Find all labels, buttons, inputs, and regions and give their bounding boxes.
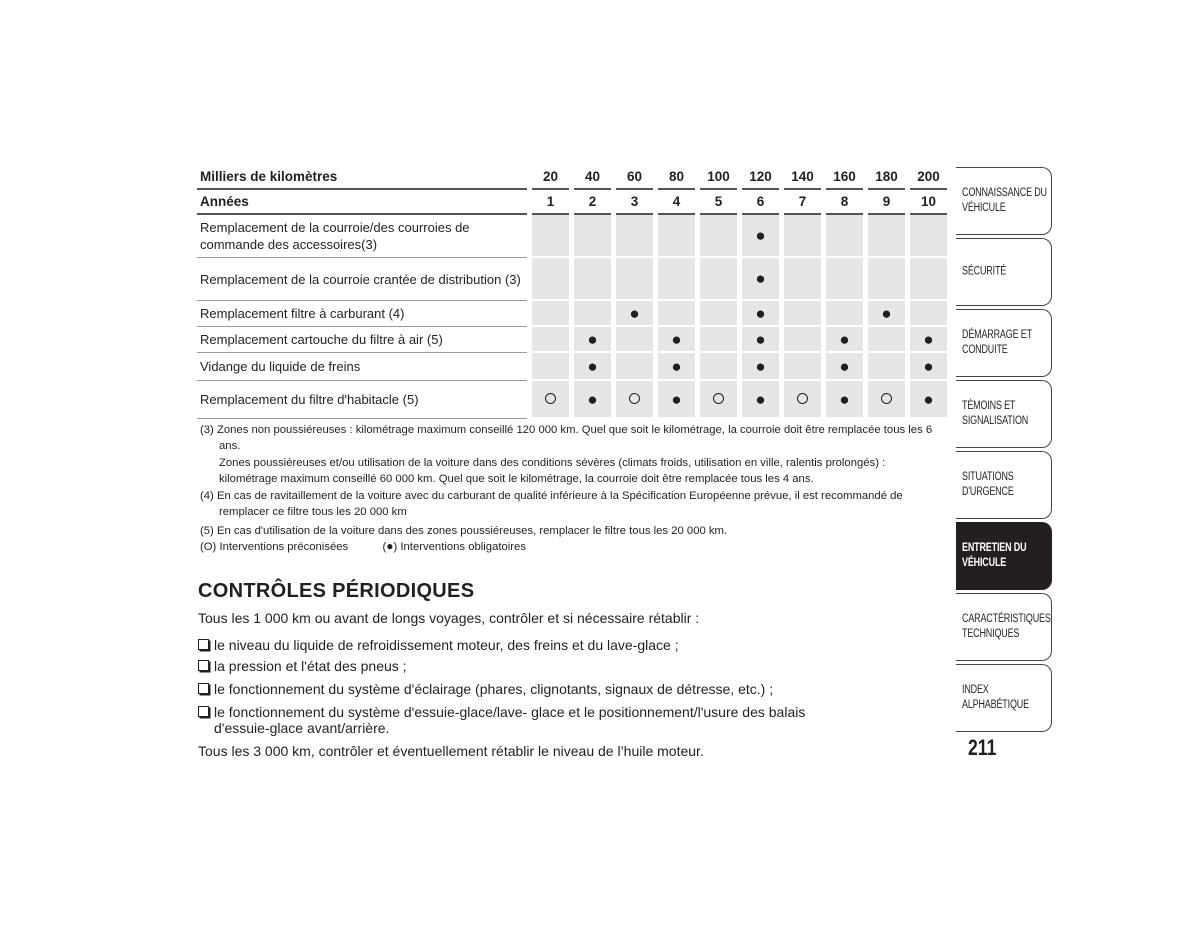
tab-chapter[interactable]	[956, 451, 1052, 519]
schedule-cell	[910, 327, 947, 353]
schedule-cell	[658, 381, 695, 419]
schedule-cell	[700, 301, 737, 327]
tab-label: INDEX ALPHABÉTIQUE	[962, 684, 1029, 711]
schedule-cell	[574, 301, 611, 327]
recommended-circle-icon	[797, 393, 808, 404]
schedule-cell	[826, 327, 863, 353]
legend-recommended: (O) Interventions préconisées	[200, 540, 349, 553]
header-cell: 2	[574, 190, 611, 215]
recommended-circle-icon	[545, 393, 556, 404]
schedule-cell	[784, 353, 821, 381]
chapter-tabs	[956, 167, 1052, 735]
schedule-cell	[742, 215, 779, 258]
header-cell: 7	[784, 190, 821, 215]
tab-chapter[interactable]	[956, 167, 1052, 235]
tab-label: SÉCURITÉ	[962, 265, 1007, 278]
schedule-cell	[868, 327, 905, 353]
check-item: le fonctionnement du système d'essuie-glace/lave- glace et le positionnement/l'usure des balais	[198, 704, 805, 721]
header-cell: 4	[658, 190, 695, 215]
legend-mandatory: ) Interventions obligatoires	[393, 540, 526, 553]
header-cell: 80	[658, 165, 695, 190]
schedule-cell	[868, 215, 905, 258]
schedule-cell	[532, 327, 569, 353]
header-cell: 40	[574, 165, 611, 190]
schedule-cell	[868, 353, 905, 381]
schedule-cell	[784, 301, 821, 327]
schedule-cell	[700, 258, 737, 301]
tab-chapter[interactable]	[956, 522, 1052, 590]
schedule-cell	[616, 215, 653, 258]
header-label: Milliers de kilomètres	[197, 165, 527, 190]
schedule-cell	[574, 215, 611, 258]
schedule-cell	[532, 258, 569, 301]
header-cell: 8	[826, 190, 863, 215]
mandatory-dot-icon: ●	[671, 329, 682, 349]
header-cell: 10	[910, 190, 947, 215]
header-cell: 100	[700, 165, 737, 190]
schedule-cell	[616, 327, 653, 353]
schedule-cell	[742, 381, 779, 419]
mandatory-dot-icon: ●	[755, 356, 766, 376]
tab-label: TÉMOINS ET SIGNALISATION	[962, 400, 1029, 427]
row-label: Remplacement du filtre d'habitacle (5)	[197, 381, 527, 419]
row-label: Remplacement de la courroie crantée de distribution (3)	[197, 258, 527, 301]
footnotes	[200, 423, 940, 555]
schedule-cell	[574, 381, 611, 419]
table-row	[197, 353, 947, 381]
tab-label: DÉMARRAGE ET CONDUITE	[962, 329, 1032, 356]
mandatory-dot-icon: ●	[755, 329, 766, 349]
header-cell: 3	[616, 190, 653, 215]
table-row	[197, 301, 947, 327]
schedule-cell	[658, 258, 695, 301]
schedule-cell	[910, 215, 947, 258]
mandatory-dot-icon: ●	[587, 389, 598, 409]
row-label: Remplacement cartouche du filtre à air (5)	[197, 327, 527, 353]
header-cell: 20	[532, 165, 569, 190]
mandatory-dot-icon: ●	[923, 389, 934, 409]
schedule-cell	[616, 258, 653, 301]
mandatory-dot-icon: ●	[755, 269, 766, 288]
header-cell: 1	[532, 190, 569, 215]
header-label: Années	[197, 190, 527, 215]
schedule-cell	[658, 301, 695, 327]
checkbox-icon	[198, 683, 209, 694]
schedule-cell	[700, 381, 737, 419]
mandatory-dot-icon: ●	[755, 303, 766, 323]
tab-label: SITUATIONS D'URGENCE	[962, 471, 1014, 498]
schedule-cell	[784, 258, 821, 301]
tab-chapter[interactable]	[956, 664, 1052, 732]
header-cell: 6	[742, 190, 779, 215]
header-cell: 5	[700, 190, 737, 215]
section-title: CONTRÔLES PÉRIODIQUES	[198, 580, 475, 602]
table-header-row	[197, 190, 947, 215]
check-item: le niveau du liquide de refroidissement moteur, des freins et du lave-glace ;	[198, 637, 679, 654]
schedule-cell	[532, 301, 569, 327]
tab-label: ENTRETIEN DU VÉHICULE	[962, 542, 1027, 569]
mandatory-dot-icon: ●	[671, 389, 682, 409]
table-row	[197, 215, 947, 258]
checkbox-icon	[198, 639, 209, 650]
schedule-cell	[532, 215, 569, 258]
check-item-continued: d'essuie-glace avant/arrière.	[214, 720, 390, 736]
note-3: (3) Zones non poussiéreuses : kilométrage maximum conseillé 120 000 km. Quel que soit le kilométrage, la courroie doit être remplacée tous les 6 ans.	[200, 424, 933, 452]
schedule-cell	[826, 301, 863, 327]
schedule-cell	[742, 327, 779, 353]
mandatory-dot-icon: ●	[923, 356, 934, 376]
recommended-circle-icon	[713, 393, 724, 404]
schedule-cell	[826, 215, 863, 258]
mandatory-dot-icon: ●	[839, 329, 850, 349]
schedule-cell	[826, 353, 863, 381]
row-label: Remplacement filtre à carburant (4)	[197, 301, 527, 327]
table-row	[197, 258, 947, 301]
schedule-cell	[910, 381, 947, 419]
note-5: (5) En cas d'utilisation de la voiture dans des zones poussiéreuses, remplacer le filtre tous les 20 000 km.	[200, 525, 728, 537]
schedule-cell	[868, 258, 905, 301]
schedule-cell	[574, 327, 611, 353]
schedule-cell	[742, 301, 779, 327]
schedule-cell	[910, 353, 947, 381]
tab-chapter[interactable]	[956, 380, 1052, 448]
maintenance-schedule-table	[197, 165, 947, 419]
note-4: (4) En cas de ravitaillement de la voiture avec du carburant de qualité inférieure à la Spécification Européenne prévue, il est recommandé de remplacer ce filtre tous les 20 000 km	[200, 490, 903, 518]
tab-label: CONNAISSANCE DU VÉHICULE	[962, 187, 1047, 214]
schedule-cell	[784, 327, 821, 353]
schedule-cell	[742, 353, 779, 381]
section-intro: Tous les 1 000 km ou avant de longs voyages, contrôler et si nécessaire rétablir :	[198, 610, 700, 626]
checkbox-icon	[198, 706, 209, 717]
header-cell: 140	[784, 165, 821, 190]
mandatory-dot-icon: ●	[755, 389, 766, 409]
mandatory-dot-icon: ●	[587, 356, 598, 376]
schedule-cell	[910, 301, 947, 327]
schedule-cell	[784, 215, 821, 258]
row-label: Vidange du liquide de freins	[197, 353, 527, 381]
mandatory-dot-icon: ●	[755, 226, 766, 245]
schedule-cell	[532, 381, 569, 419]
row-label: Remplacement de la courroie/des courroies de commande des accessoires(3)	[197, 215, 527, 258]
legend: (O) Interventions préconisées (●) Interventions obligatoires	[200, 538, 526, 553]
header-cell: 9	[868, 190, 905, 215]
schedule-cell	[868, 301, 905, 327]
mandatory-dot-icon: ●	[629, 303, 640, 323]
check-item: la pression et l'état des pneus ;	[198, 658, 407, 675]
schedule-cell	[658, 353, 695, 381]
header-cell: 180	[868, 165, 905, 190]
schedule-cell	[910, 258, 947, 301]
header-cell: 60	[616, 165, 653, 190]
table-row	[197, 327, 947, 353]
mandatory-dot-icon: ●	[839, 356, 850, 376]
mandatory-dot-icon: ●	[923, 329, 934, 349]
schedule-cell	[700, 353, 737, 381]
full-dot-icon: ●	[386, 538, 394, 553]
tab-chapter[interactable]	[956, 238, 1052, 306]
mandatory-dot-icon: ●	[587, 329, 598, 349]
schedule-cell	[742, 258, 779, 301]
schedule-cell	[658, 327, 695, 353]
section-outro: Tous les 3 000 km, contrôler et éventuellement rétablir le niveau de l’huile moteur.	[198, 743, 704, 759]
schedule-cell	[532, 353, 569, 381]
header-cell: 200	[910, 165, 947, 190]
schedule-cell	[784, 381, 821, 419]
note-3-dusty: Zones poussiéreuses et/ou utilisation de la voiture dans des conditions sévères (climats froids, utilisation en ville, ralentis prolongés) : kilométrage maximum conseillé 60 000 km. Quel que soit le kilométrage, la courroie doit être remplacée tous les 4 ans.	[219, 457, 886, 485]
schedule-cell	[616, 381, 653, 419]
header-cell: 120	[742, 165, 779, 190]
tab-label: CARACTÉRISTIQUES TECHNIQUES	[962, 613, 1051, 640]
schedule-cell	[574, 258, 611, 301]
schedule-cell	[826, 258, 863, 301]
mandatory-dot-icon: ●	[881, 303, 892, 323]
schedule-cell	[826, 381, 863, 419]
schedule-cell	[868, 381, 905, 419]
checkbox-icon	[198, 660, 209, 671]
header-cell: 160	[826, 165, 863, 190]
tab-chapter[interactable]	[956, 309, 1052, 377]
check-item: le fonctionnement du système d'éclairage (phares, clignotants, signaux de détresse, etc.) ;	[198, 681, 773, 698]
table-row	[197, 381, 947, 419]
mandatory-dot-icon: ●	[839, 389, 850, 409]
mandatory-dot-icon: ●	[671, 356, 682, 376]
schedule-cell	[574, 353, 611, 381]
recommended-circle-icon	[629, 393, 640, 404]
schedule-cell	[616, 301, 653, 327]
table-header-row	[197, 165, 947, 190]
tab-chapter[interactable]	[956, 593, 1052, 661]
schedule-cell	[700, 327, 737, 353]
page-number: 211	[968, 735, 997, 760]
schedule-cell	[700, 215, 737, 258]
schedule-cell	[616, 353, 653, 381]
recommended-circle-icon	[881, 393, 892, 404]
schedule-cell	[658, 215, 695, 258]
